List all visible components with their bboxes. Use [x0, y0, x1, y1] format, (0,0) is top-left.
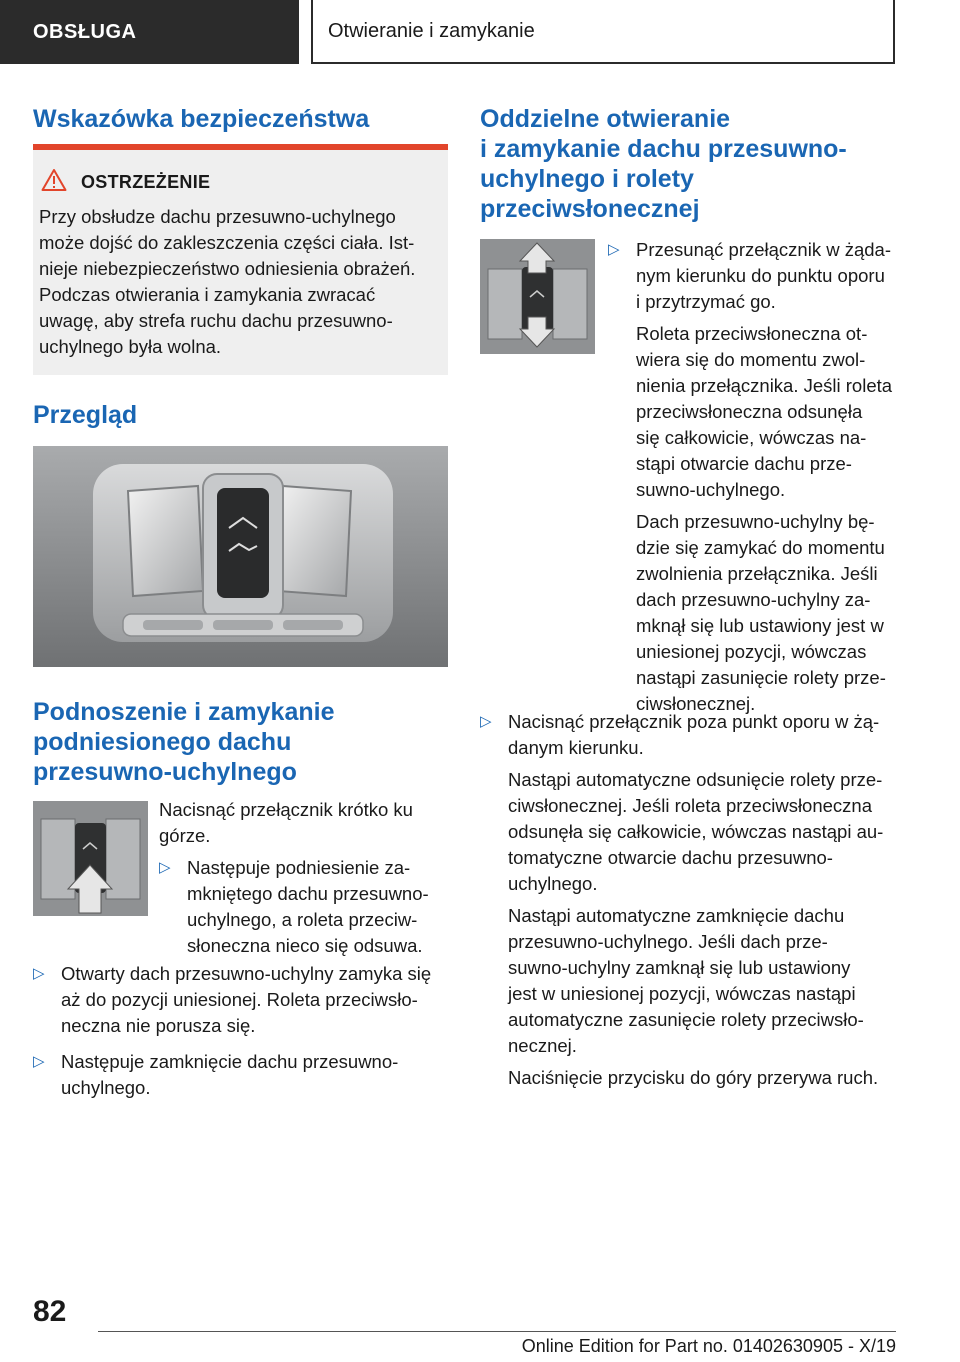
paragraph-line: jest w uniesionej pozycji, wówczas nastąpi: [508, 983, 856, 1004]
list-item-line: aż do pozycji uniesionej. Roleta przeciwsło-: [61, 989, 418, 1010]
paragraph-line: ciwsłonecznej.: [636, 693, 756, 714]
separate-heading: [480, 104, 847, 224]
raise-intro-line: górze.: [159, 825, 211, 846]
raise-heading-line: Podnoszenie i zamykanie: [33, 698, 335, 726]
list-item: [33, 961, 448, 1039]
list-item-line: mkniętego dachu przesuwno-: [187, 883, 429, 904]
switch-up-illustration: [33, 801, 148, 916]
switch-up-down-illustration: [480, 239, 595, 354]
section-title: OBSŁUGA: [33, 20, 137, 43]
overview-heading: Przegląd: [33, 401, 138, 429]
raise-bullets: [33, 961, 448, 1101]
list-item: [608, 237, 898, 717]
paragraph-line: ciwsłonecznej. Jeśli roleta przeciwsłoneczna: [508, 795, 872, 816]
list-item: [480, 709, 898, 1091]
footer-divider: [98, 1331, 896, 1332]
list-item-line: neczna nie porusza się.: [61, 1015, 256, 1036]
paragraph: [508, 767, 898, 897]
paragraph-line: dach przesuwno-uchylny za-: [636, 589, 871, 610]
warning-triangle-icon: [41, 168, 67, 192]
triangle-right-icon: ▷: [480, 713, 492, 730]
paragraph-line: suwno-uchylnego.: [636, 479, 786, 500]
separate-heading-line: uchylnego i rolety: [480, 165, 694, 193]
paragraph-line: necznej.: [508, 1035, 577, 1056]
triangle-right-icon: ▷: [608, 241, 620, 258]
paragraph-line: Naciśnięcie przycisku do góry przerywa ruch.: [508, 1067, 879, 1088]
list-item-line: słoneczna nieco się odsuwa.: [187, 935, 423, 956]
paragraph-line: się całkowicie, wówczas na-: [636, 427, 867, 448]
paragraph-line: Dach przesuwno-uchylny bę-: [636, 511, 875, 532]
paragraph: [508, 903, 898, 1059]
warning-line: uwagę, aby strefa ruchu dachu przesuwno-: [39, 310, 393, 331]
list-item-line: Otwarty dach przesuwno-uchylny zamyka się: [61, 963, 432, 984]
warning-line: nieje niebezpieczeństwo odniesienia obrażeń.: [39, 258, 416, 279]
page-number: 82: [33, 1295, 67, 1328]
switch-up-down-photo: [480, 239, 595, 354]
paragraph-line: uchylnego.: [508, 873, 598, 894]
chapter-tab: [311, 0, 895, 64]
warning-text: [39, 204, 439, 360]
paragraph-line: stąpi otwarcie dachu prze-: [636, 453, 852, 474]
safety-heading: Wskazówka bezpieczeństwa: [33, 105, 370, 133]
paragraph-line: automatyczne zasunięcie rolety przeciwsło-: [508, 1009, 864, 1030]
paragraph-line: nienia przełącznika. Jeśli roleta: [636, 375, 893, 396]
separate-item-2: [480, 709, 898, 1091]
paragraph-line: odsunęła się całkowicie, wówczas nastąpi au-: [508, 821, 884, 842]
list-item: [33, 1049, 448, 1101]
paragraph: [636, 509, 898, 717]
paragraph-line: wiera się do momentu zwol-: [636, 349, 866, 370]
raise-intro-line: Nacisnąć przełącznik krótko ku: [159, 799, 413, 820]
raise-heading-line: przesuwno-uchylnego: [33, 758, 297, 786]
list-item-line: Przesunąć przełącznik w żąda-: [636, 239, 891, 260]
roof-control-panel-illustration: [33, 446, 448, 667]
paragraph-line: tomatyczne otwarcie dachu przesuwno-: [508, 847, 833, 868]
list-item-line: Następuje podniesienie za-: [187, 857, 411, 878]
list-item-line: nym kierunku do punktu oporu: [636, 265, 885, 286]
raise-heading-line: podniesionego dachu: [33, 728, 292, 756]
separate-heading-line: Oddzielne otwieranie: [480, 105, 731, 133]
separate-item-1: [608, 237, 898, 717]
warning-line: Podczas otwierania i zamykania zwracać: [39, 284, 376, 305]
paragraph-line: przeciwsłoneczna odsunęła: [636, 401, 863, 422]
list-item-line: uchylnego, a roleta przeciw-: [187, 909, 418, 930]
chapter-title: Otwieranie i zamykanie: [328, 19, 535, 42]
triangle-right-icon: ▷: [33, 965, 45, 982]
list-item-line: Następuje zamknięcie dachu przesuwno-: [61, 1051, 399, 1072]
section-tab: [0, 0, 299, 64]
triangle-right-icon: ▷: [33, 1053, 45, 1070]
warning-line: uchylnego była wolna.: [39, 336, 222, 357]
list-item-line: Nacisnąć przełącznik poza punkt oporu w żą-: [508, 711, 880, 732]
warning-line: Przy obsłudze dachu przesuwno-uchylnego: [39, 206, 396, 227]
paragraph-line: uniesionej pozycji, wówczas: [636, 641, 867, 662]
paragraph-line: Roleta przeciwsłoneczna ot-: [636, 323, 868, 344]
paragraph-line: zwolnienia przełącznika. Jeśli: [636, 563, 878, 584]
footer-edition: Online Edition for Part no. 01402630905 - X/19: [521, 1336, 896, 1356]
raise-heading: [33, 697, 335, 787]
warning-bar: [33, 144, 448, 150]
roof-control-panel-photo: [33, 446, 448, 667]
separate-heading-line: przeciwsłonecznej: [480, 195, 700, 223]
raise-instructions: [159, 797, 449, 959]
list-item-line: uchylnego.: [61, 1077, 151, 1098]
separate-heading-line: i zamykanie dachu przesuwno-: [480, 135, 847, 163]
paragraph-line: mknął się lub ustawiony jest w: [636, 615, 884, 636]
paragraph-line: Nastąpi automatyczne odsunięcie rolety prze-: [508, 769, 883, 790]
warning-line: może dojść do zakleszczenia części ciała. Ist-: [39, 232, 415, 253]
warning-title: OSTRZEŻENIE: [81, 172, 211, 192]
list-item-line: i przytrzymać go.: [636, 291, 776, 312]
paragraph-line: przesuwno-uchylnego. Jeśli dach prze-: [508, 931, 828, 952]
warning-box: [33, 144, 448, 375]
triangle-right-icon: ▷: [159, 859, 171, 876]
list-item-line: danym kierunku.: [508, 737, 644, 758]
paragraph-line: nastąpi zasunięcie rolety prze-: [636, 667, 886, 688]
list-item: [159, 855, 449, 959]
paragraph: [508, 1065, 898, 1091]
paragraph-line: dzie się zamykać do momentu: [636, 537, 885, 558]
paragraph-line: suwno-uchylny zamknął się lub ustawiony: [508, 957, 851, 978]
paragraph-line: Nastąpi automatyczne zamknięcie dachu: [508, 905, 845, 926]
switch-up-photo: [33, 801, 148, 916]
paragraph: [636, 321, 898, 503]
